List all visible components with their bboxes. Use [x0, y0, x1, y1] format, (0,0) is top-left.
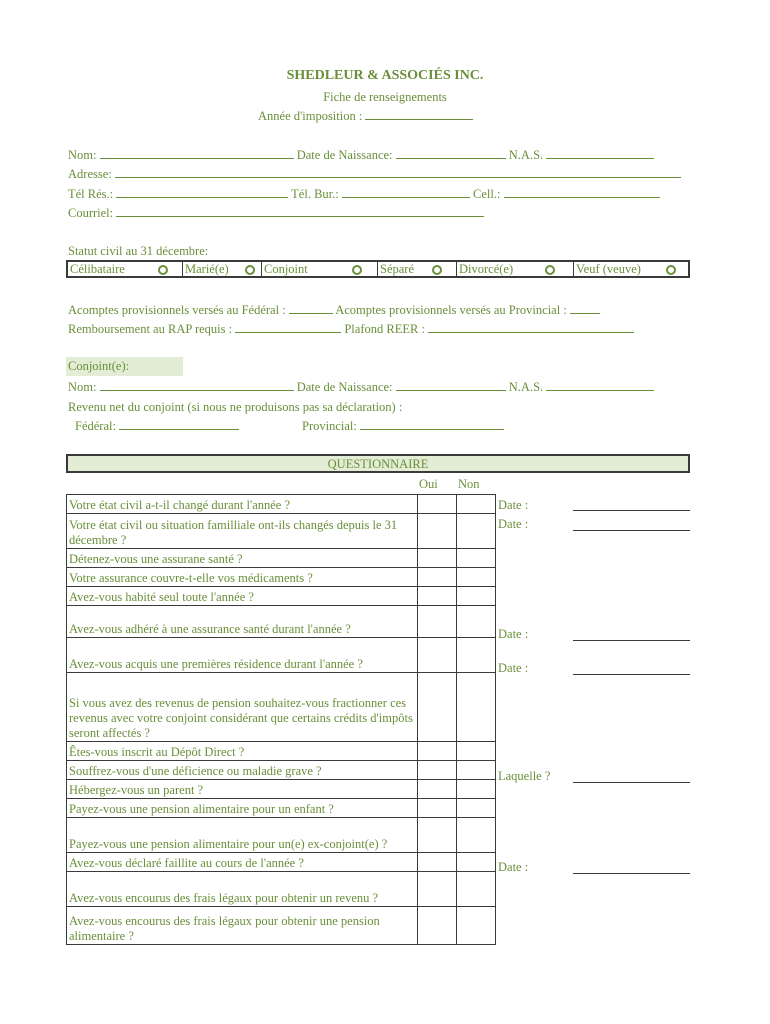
email-label: Courriel:: [68, 206, 114, 220]
statut-option-label: Marié(e): [185, 262, 229, 276]
conjoint-name-field[interactable]: [100, 390, 294, 391]
question-text: Avez-vous encourus des frais légaux pour obtenir un revenu ?: [67, 872, 418, 907]
question-text: Hébergez-vous un parent ?: [67, 780, 418, 799]
oui-box[interactable]: [418, 907, 457, 945]
question-text: Votre état civil ou situation familliale ont-ils changés depuis le 31 décembre ?: [67, 514, 418, 549]
client-birth-field[interactable]: [396, 158, 506, 159]
date-label-5: Date :: [498, 860, 529, 874]
non-box[interactable]: [457, 742, 496, 761]
oui-box[interactable]: [418, 587, 457, 606]
date-field-2[interactable]: [573, 530, 690, 531]
date-field-4[interactable]: [573, 674, 690, 675]
conjoint-nas-field[interactable]: [546, 390, 654, 391]
conjoint-nas-label: N.A.S.: [508, 380, 544, 394]
non-box[interactable]: [457, 495, 496, 514]
oui-box[interactable]: [418, 638, 457, 673]
conjoint-provincial-row: [302, 419, 504, 434]
acomptes-row: [68, 303, 600, 318]
non-box[interactable]: [457, 673, 496, 742]
date-label-1: Date :: [498, 498, 529, 512]
question-text: Êtes-vous inscrit au Dépôt Direct ?: [67, 742, 418, 761]
statut-separe[interactable]: [378, 262, 457, 276]
acompte-provincial-field[interactable]: [570, 313, 600, 314]
conjoint-name-label: Nom:: [68, 380, 97, 394]
conjoint-revenu-label: Revenu net du conjoint (si nous ne produisons pas sa déclaration) :: [68, 400, 403, 414]
table-row: [67, 818, 496, 853]
statut-marie[interactable]: [183, 262, 262, 276]
client-address-label: Adresse:: [68, 167, 112, 181]
rap-label: Remboursement au RAP requis :: [68, 322, 233, 336]
reer-field[interactable]: [428, 332, 634, 333]
tel-res-label: Tél Rés.:: [68, 187, 114, 201]
oui-box[interactable]: [418, 568, 457, 587]
acompte-federal-field[interactable]: [289, 313, 333, 314]
table-row: [67, 587, 496, 606]
conjoint-section-label: Conjoint(e):: [66, 357, 183, 376]
non-box[interactable]: [457, 907, 496, 945]
non-box[interactable]: [457, 514, 496, 549]
question-text: Avez-vous acquis une premières résidence durant l'année ?: [67, 638, 418, 673]
tel-bur-field[interactable]: [342, 197, 470, 198]
question-text: Si vous avez des revenus de pension souhaitez-vous fractionner ces revenus avec votre conjoint considérant que certains crédits d'impôts seront affectés ?: [67, 673, 418, 742]
statut-option-label: Conjoint: [264, 262, 308, 276]
radio-icon[interactable]: [352, 265, 362, 275]
tax-year-field[interactable]: [365, 119, 473, 120]
conjoint-federal-row: [75, 419, 239, 434]
date-field-1[interactable]: [573, 510, 690, 511]
cell-label: Cell.:: [473, 187, 501, 201]
conjoint-federal-field[interactable]: [119, 429, 239, 430]
non-box[interactable]: [457, 761, 496, 780]
question-text: Avez-vous encourus des frais légaux pour obtenir une pension alimentaire ?: [67, 907, 418, 945]
statut-options: [66, 260, 690, 278]
radio-icon[interactable]: [545, 265, 555, 275]
radio-icon[interactable]: [432, 265, 442, 275]
conjoint-birth-field[interactable]: [396, 390, 506, 391]
oui-box[interactable]: [418, 761, 457, 780]
oui-box[interactable]: [418, 606, 457, 638]
date-label-4: Date :: [498, 661, 529, 675]
table-row: [67, 638, 496, 673]
non-box[interactable]: [457, 606, 496, 638]
questionnaire-table: [66, 494, 496, 945]
question-text: Payez-vous une pension alimentaire pour un(e) ex-conjoint(e) ?: [67, 818, 418, 853]
oui-box[interactable]: [418, 818, 457, 853]
conjoint-birth-label: Date de Naissance:: [296, 380, 393, 394]
company-title: SHEDLEUR & ASSOCIÉS INC.: [286, 68, 484, 83]
reer-label: Plafond REER :: [344, 322, 425, 336]
conjoint-provincial-label: Provincial:: [302, 419, 357, 433]
questionnaire-title: QUESTIONNAIRE: [66, 454, 690, 473]
table-row: [67, 780, 496, 799]
statut-title: Statut civil au 31 décembre:: [68, 244, 209, 258]
question-text: Payez-vous une pension alimentaire pour un enfant ?: [67, 799, 418, 818]
table-row: [67, 742, 496, 761]
oui-box[interactable]: [418, 673, 457, 742]
non-box[interactable]: [457, 853, 496, 872]
table-row: [67, 549, 496, 568]
statut-conjoint[interactable]: [262, 262, 378, 276]
table-row: [67, 495, 496, 514]
question-text: Détenez-vous une assurane santé ?: [67, 549, 418, 568]
client-name-label: Nom:: [68, 148, 97, 162]
question-text: Votre état civil a-t-il changé durant l'année ?: [67, 495, 418, 514]
date-label-2: Date :: [498, 517, 529, 531]
tel-res-field[interactable]: [116, 197, 288, 198]
date-label-3: Date :: [498, 627, 529, 641]
tax-year-row: [258, 109, 473, 124]
tax-year-label: Année d'imposition :: [258, 109, 363, 123]
oui-box[interactable]: [418, 549, 457, 568]
conjoint-provincial-field[interactable]: [360, 429, 504, 430]
non-box[interactable]: [457, 780, 496, 799]
form-subtitle: Fiche de renseignements: [323, 90, 447, 104]
client-address-field[interactable]: [115, 177, 681, 178]
non-box[interactable]: [457, 549, 496, 568]
statut-option-label: Séparé: [380, 262, 415, 276]
table-row: [67, 799, 496, 818]
rap-row: [68, 322, 634, 337]
non-box[interactable]: [457, 872, 496, 907]
question-text: Avez-vous adhéré à une assurance santé durant l'année ?: [67, 606, 418, 638]
statut-option-label: Célibataire: [70, 262, 125, 276]
oui-box[interactable]: [418, 514, 457, 549]
non-box[interactable]: [457, 568, 496, 587]
cell-field[interactable]: [504, 197, 660, 198]
client-nas-label: N.A.S.: [508, 148, 544, 162]
laquelle-label: Laquelle ?: [498, 769, 551, 783]
table-row: [67, 872, 496, 907]
date-field-5[interactable]: [573, 873, 690, 874]
question-text: Votre assurance couvre-t-elle vos médicaments ?: [67, 568, 418, 587]
table-row: [67, 853, 496, 872]
non-box[interactable]: [457, 799, 496, 818]
table-row: [67, 907, 496, 945]
laquelle-field[interactable]: [573, 782, 690, 783]
client-phone-row: [68, 187, 660, 202]
tel-bur-label: Tél. Bur.:: [291, 187, 339, 201]
question-text: Avez-vous habité seul toute l'année ?: [67, 587, 418, 606]
table-row: [67, 568, 496, 587]
acompte-provincial-label: Acomptes provisionnels versés au Provincial :: [335, 303, 567, 317]
oui-box[interactable]: [418, 780, 457, 799]
acompte-federal-label: Acomptes provisionnels versés au Fédéral :: [68, 303, 286, 317]
table-row: [67, 606, 496, 638]
question-text: Avez-vous déclaré faillite au cours de l'année ?: [67, 853, 418, 872]
statut-divorce[interactable]: [457, 262, 574, 276]
oui-header: Oui: [419, 477, 438, 491]
table-row: [67, 673, 496, 742]
oui-box[interactable]: [418, 742, 457, 761]
statut-celibataire[interactable]: [68, 262, 183, 276]
radio-icon[interactable]: [245, 265, 255, 275]
email-field[interactable]: [116, 216, 484, 217]
statut-option-label: Divorcé(e): [459, 262, 514, 276]
non-header: Non: [458, 477, 480, 491]
conjoint-federal-label: Fédéral:: [75, 419, 116, 433]
client-nas-field[interactable]: [546, 158, 654, 159]
date-field-3[interactable]: [573, 640, 690, 641]
client-address-row: [68, 167, 681, 182]
question-text: Souffrez-vous d'une déficience ou maladie grave ?: [67, 761, 418, 780]
statut-option-label: Veuf (veuve): [576, 262, 641, 276]
oui-box[interactable]: [418, 495, 457, 514]
non-box[interactable]: [457, 587, 496, 606]
client-email-row: [68, 206, 484, 221]
non-box[interactable]: [457, 818, 496, 853]
rap-field[interactable]: [235, 332, 341, 333]
conjoint-name-row: [68, 380, 654, 395]
oui-box[interactable]: [418, 853, 457, 872]
table-row: [67, 514, 496, 549]
radio-icon[interactable]: [158, 265, 168, 275]
table-row: [67, 761, 496, 780]
oui-box[interactable]: [418, 872, 457, 907]
client-birth-label: Date de Naissance:: [296, 148, 393, 162]
non-box[interactable]: [457, 638, 496, 673]
oui-box[interactable]: [418, 799, 457, 818]
radio-icon[interactable]: [666, 265, 676, 275]
statut-veuf[interactable]: [574, 262, 688, 276]
client-name-row: [68, 148, 654, 163]
client-name-field[interactable]: [100, 158, 294, 159]
